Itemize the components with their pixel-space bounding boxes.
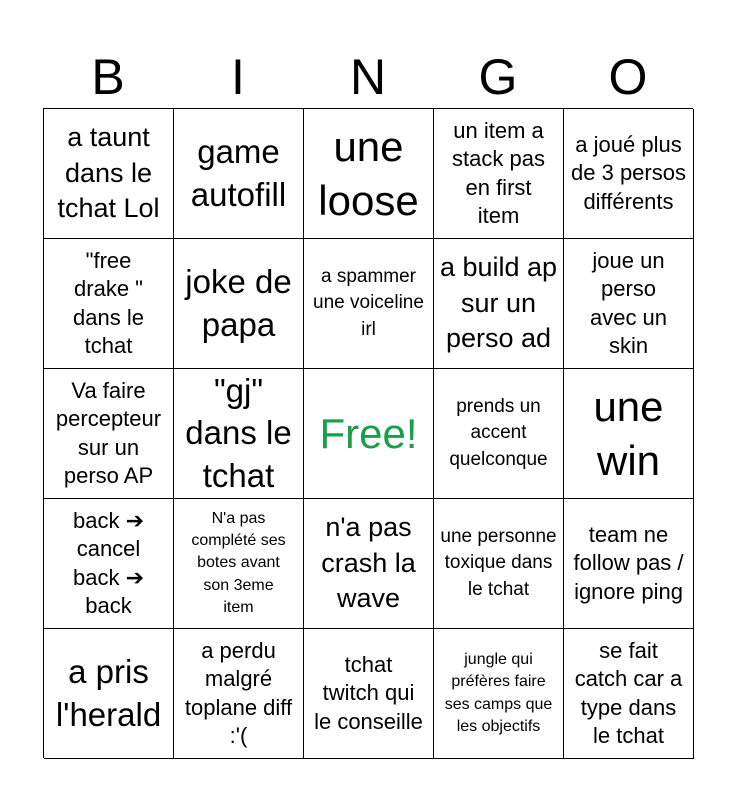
bingo-cell[interactable] [174, 239, 304, 369]
bingo-cell[interactable] [434, 499, 564, 629]
bingo-cell[interactable] [174, 109, 304, 239]
cell-text: team ne follow pas / ignore ping [573, 522, 684, 604]
header-letter-i: I [231, 49, 245, 105]
cell-text: Va faire percepteur sur un perso AP [55, 378, 162, 488]
bingo-cell[interactable] [434, 369, 564, 499]
cell-text: une loose [318, 122, 419, 224]
bingo-board [43, 108, 693, 758]
cell-text: game autofill [190, 133, 287, 213]
cell-text: se fait catch car a type dans le tchat [574, 638, 683, 748]
bingo-cell[interactable] [564, 369, 694, 499]
bingo-cell[interactable] [564, 499, 694, 629]
cell-text: tchat twitch qui le conseille [314, 652, 423, 734]
bingo-cell[interactable] [44, 499, 174, 629]
bingo-cell[interactable] [174, 499, 304, 629]
cell-text: a joué plus de 3 persos différents [571, 132, 686, 214]
bingo-cell[interactable] [434, 629, 564, 759]
cell-text: jungle qui préfères faire ses camps que les objectifs [444, 651, 553, 735]
header-letter-n: N [349, 49, 387, 105]
cell-text: a build ap sur un perso ad [439, 252, 558, 354]
bingo-cell[interactable] [304, 109, 434, 239]
bingo-cell[interactable] [564, 109, 694, 239]
bingo-cell[interactable] [44, 239, 174, 369]
cell-text: une personne toxique dans le tchat [440, 526, 557, 600]
cell-text: a spammer une voiceline irl [313, 266, 424, 340]
header-letter-g: G [478, 49, 518, 105]
bingo-cell[interactable] [44, 109, 174, 239]
bingo-header [43, 45, 693, 107]
bingo-cell[interactable] [564, 239, 694, 369]
bingo-cell[interactable] [174, 629, 304, 759]
cell-text: joke de papa [185, 263, 292, 343]
bingo-cell[interactable] [44, 369, 174, 499]
bingo-cell[interactable] [44, 629, 174, 759]
header-letter-o: O [608, 49, 648, 105]
header-letter-b: B [91, 49, 125, 105]
cell-text: a perdu malgré toplane diff :'( [184, 638, 293, 748]
bingo-cell[interactable] [174, 369, 304, 499]
cell-text: "gj" dans le tchat [185, 372, 292, 494]
bingo-cell[interactable] [304, 499, 434, 629]
cell-text: un item a stack pas en first item [452, 118, 545, 228]
free-space-text: Free! [319, 409, 418, 457]
cell-text: a taunt dans le tchat Lol [57, 122, 160, 224]
cell-text: a pris l'herald [55, 653, 162, 733]
cell-text: une win [593, 382, 664, 484]
free-space-cell[interactable] [304, 369, 434, 499]
cell-text: joue un perso avec un skin [589, 248, 668, 358]
cell-text: N'a pas complété ses botes avant son 3eme item [191, 510, 286, 616]
cell-text: back ➔ cancel back ➔ back [72, 508, 145, 618]
bingo-cell[interactable] [304, 239, 434, 369]
bingo-cell[interactable] [434, 239, 564, 369]
bingo-cell[interactable] [564, 629, 694, 759]
cell-text: n'a pas crash la wave [321, 512, 416, 614]
bingo-cell[interactable] [434, 109, 564, 239]
cell-text: prends un accent quelconque [449, 396, 548, 470]
cell-text: "free drake " dans le tchat [73, 248, 144, 358]
bingo-cell[interactable] [304, 629, 434, 759]
